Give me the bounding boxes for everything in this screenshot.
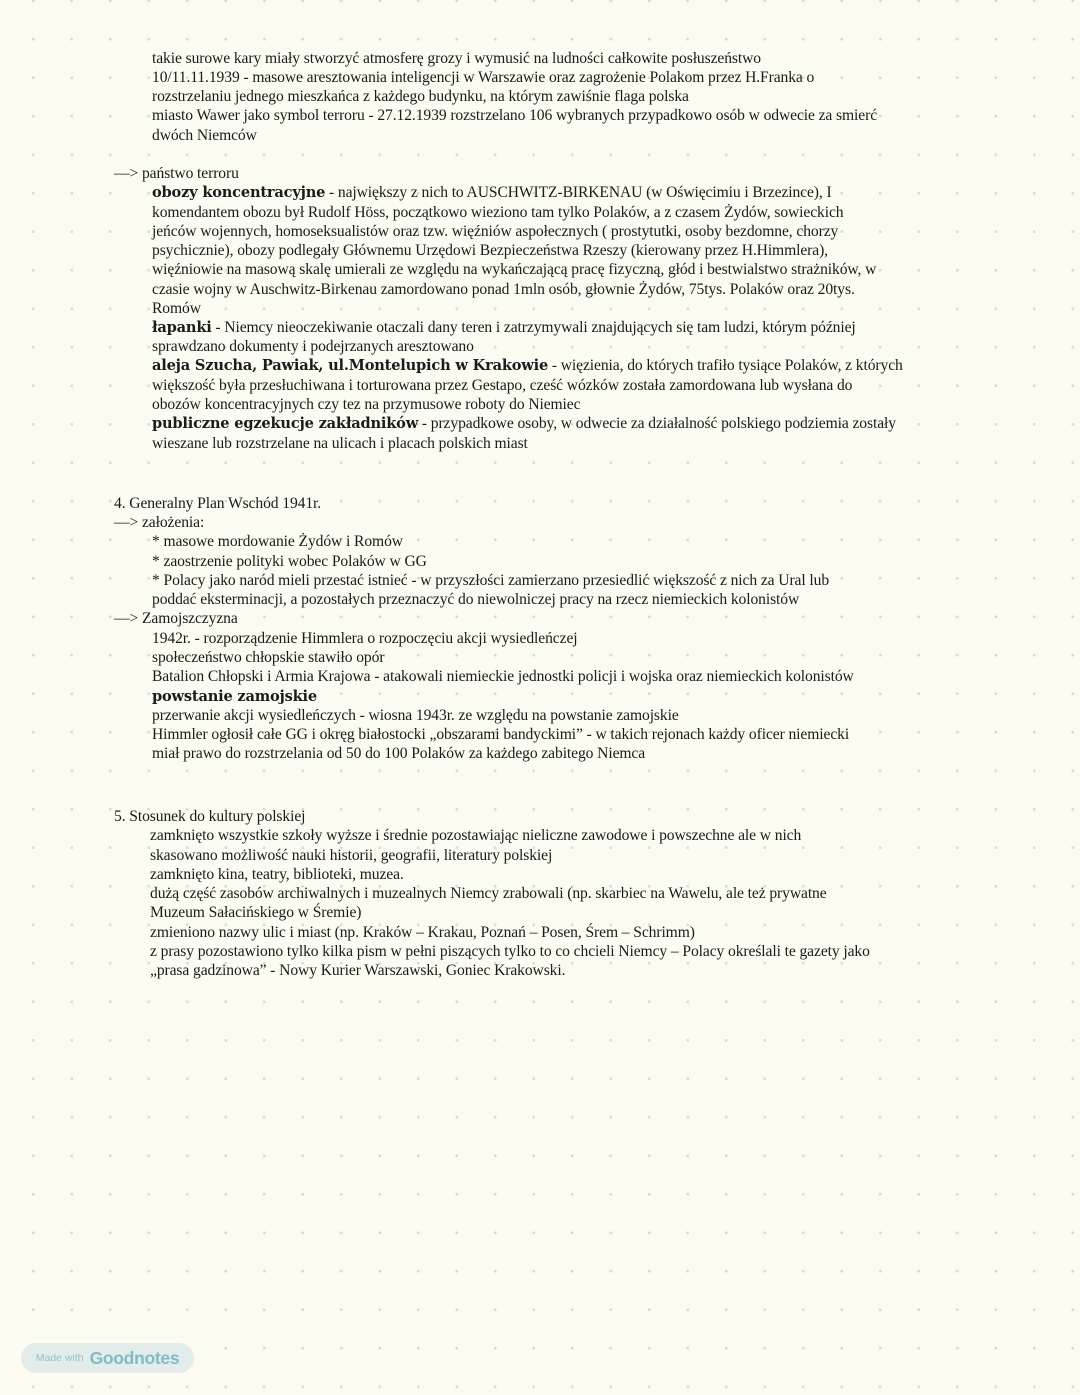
text-line-egzekucje: publiczne egzekucje zakładników - przypadkowe osoby, w odwecie za działalność polskiego podziemia zostały	[152, 415, 896, 432]
term-obozy: obozy koncentracyjne	[152, 184, 326, 201]
subheading-zamojszczyzna: —> Zamojszczyzna	[114, 610, 238, 627]
text-line: takie surowe kary miały stworzyć atmosferę grozy i wymusić na ludności całkowite posłuszeństwo	[152, 50, 761, 67]
text-line: Batalion Chłopski i Armia Krajowa - atakowali niemieckie jednostki policji i wojska oraz niemieckich kolonistów	[152, 668, 854, 685]
term-powstanie-zamojskie: powstanie zamojskie	[152, 688, 317, 705]
badge-made-with: Made with	[35, 1352, 84, 1364]
text-line: rozstrzelaniu jednego mieszkańca z każdego budynku, na którym zawiśnie flaga polska	[152, 88, 689, 105]
text-line: miał prawo do rozstrzelania od 50 do 100 Polaków za każdego zabitego Niemca	[152, 745, 646, 762]
text-line: jeńców wojennych, homoseksualistów oraz tzw. więźniów aspołecznych ( prostytutki, osoby bezdomne, chorzy	[152, 223, 839, 240]
subheading-panstwo-terroru: —> państwo terroru	[114, 165, 239, 182]
text-line: dwóch Niemców	[152, 127, 257, 144]
text-line: czasie wojny w Auschwitz-Birkenau zamordowano ponad 1mln osób, głownie Żydów, 75tys. Polaków oraz 20tys.	[152, 281, 855, 298]
text-line: komendantem obozu był Rudolf Höss, początkowo wieziono tam tylko Polaków, a z czasem Żydów, sowieckich	[152, 204, 844, 221]
bullet-item: * Polacy jako naród mieli przestać istnieć - w przyszłości zamierzano przesiedlić większość z nich za Ural lub	[152, 572, 830, 589]
text-line: poddać eksterminacji, a pozostałych przeznaczyć do niewolniczej pracy na rzecz niemieckich kolonistów	[152, 591, 800, 608]
text-line-obozy: obozy koncentracyjne - największy z nich to AUSCHWITZ-BIRKENAU (w Oświęcimiu i Brzezince), I	[152, 184, 832, 201]
badge-brand-logo: Goodnotes	[89, 1347, 180, 1368]
text-line: 1942r. - rozporządzenie Himmlera o rozpoczęciu akcji wysiedleńczej	[152, 630, 578, 647]
text-line: większość była przesłuchiwana i torturowana przez Gestapo, cześć wózków została zamordowana lub wysłana do	[152, 377, 853, 394]
text-line: przerwanie akcji wysiedleńczych - wiosna 1943r. ze względu na powstanie zamojskie	[152, 707, 679, 724]
text-line: wieszane lub rozstrzelane na ulicach i placach polskich miast	[152, 435, 528, 452]
text-line: więźniowie na masową skalę umierali ze względu na wykańczającą pracę fizyczną, głód i bestwialstwo strażników, w	[152, 261, 877, 278]
text-line: dużą część zasobów archiwalnych i muzealnych Niemcy zrabowali (np. skarbiec na Wawelu, ale też prywatne	[150, 885, 827, 902]
subheading-zalozenia: —> założenia:	[114, 514, 205, 531]
text-line: 10/11.11.1939 - masowe aresztowania inteligencji w Warszawie oraz zagrożenie Polakom przez H.Franka o	[152, 69, 815, 86]
text-line: sprawdzano dokumenty i podejrzanych aresztowano	[152, 338, 474, 355]
text-line: zamknięto kina, teatry, biblioteki, muzea.	[150, 866, 404, 883]
term-lapanki: łapanki	[152, 319, 212, 336]
text-line: zmieniono nazwy ulic i miast (np. Kraków – Krakau, Poznań – Posen, Śrem – Schrimm)	[150, 924, 695, 941]
text-line: społeczeństwo chłopskie stawiło opór	[152, 649, 385, 666]
text-line: skasowano możliwość nauki historii, geografii, literatury polskiej	[150, 847, 553, 864]
text-line: miasto Wawer jako symbol terroru - 27.12.1939 rozstrzelano 106 wybranych przypadkowo osób w odwecie za smierć	[152, 107, 878, 124]
made-with-goodnotes-badge	[21, 1343, 194, 1373]
text-line: Himmler ogłosił całe GG i okręg białostocki „obszarami bandyckimi” - w takich rejonach każdy oficer niemiecki	[152, 726, 850, 743]
term-egzekucje: publiczne egzekucje zakładników	[152, 415, 419, 432]
bullet-item: * zaostrzenie polityki wobec Polaków w GG	[152, 553, 427, 570]
text-line: psychicznie), obozy podlegały Głównemu Urzędowi Bezpieczeństwa Rzeszy (kierowany przez H.Himmlera),	[152, 242, 828, 259]
text-line: zamknięto wszystkie szkoły wyższe i średnie pozostawiając nieliczne zawodowe i powszechne ale w nich	[150, 827, 802, 844]
text-line: Muzeum Sałacińskiego w Śremie)	[150, 904, 362, 921]
text-line: „prasa gadzinowa” - Nowy Kurier Warszawski, Goniec Krakowski.	[150, 962, 566, 979]
text-line: obozów koncentracyjnych czy tez na przymusowe roboty do Niemiec	[152, 396, 581, 413]
text-line-aleja: aleja Szucha, Pawiak, ul.Montelupich w Krakowie - więzienia, do których trafiło tysiące Polaków, z których	[152, 357, 903, 374]
term-aleja-szucha: aleja Szucha, Pawiak, ul.Montelupich w Krakowie	[152, 357, 549, 374]
text-line: Romów	[152, 300, 201, 317]
bullet-item: * masowe mordowanie Żydów i Romów	[152, 533, 403, 550]
section-heading-5: 5. Stosunek do kultury polskiej	[114, 808, 306, 825]
text-line-lapanki: łapanki - Niemcy nieoczekiwanie otaczali dany teren i zatrzymywali znajdujących się tam ludzi, którym później	[152, 319, 856, 336]
text-line: z prasy pozostawiono tylko kilka pism w pełni piszących tylko to co chcieli Niemcy – Polacy określali te gazety jako	[150, 943, 870, 960]
section-heading-4: 4. Generalny Plan Wschód 1941r.	[114, 495, 322, 512]
